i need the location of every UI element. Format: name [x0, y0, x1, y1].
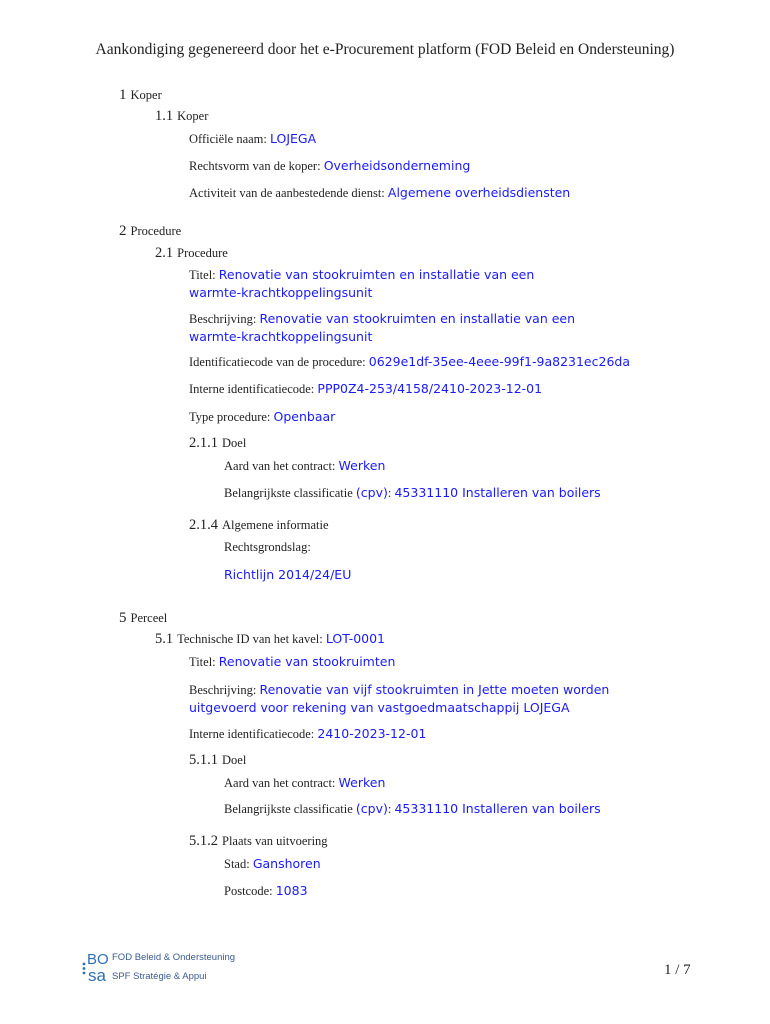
subsection-heading [155, 631, 385, 648]
field-value: 45331110 Installeren van boilers [394, 485, 601, 500]
section-heading [119, 223, 181, 240]
section-number: 5 [119, 610, 127, 626]
field-label: Rechtsvorm van de koper: [189, 159, 324, 173]
field-postcode [224, 882, 308, 900]
field-procedure-type [189, 408, 335, 426]
section-title: Procedure [130, 224, 182, 238]
field-value: 2410-2023-12-01 [317, 726, 427, 741]
subsubsection-number: 2.1.4 [189, 517, 218, 533]
org-name-fr: SPF Stratégie & Appui [112, 971, 207, 982]
field-value: 1083 [275, 883, 308, 898]
field-title [189, 266, 589, 302]
field-lot-description [189, 681, 659, 717]
page-header: Aankondiging gegenereerd door het e-Procurement platform (FOD Beleid en Ondersteuning) [95, 41, 675, 58]
field-label: Aard van het contract: [224, 776, 339, 790]
subsubsection-heading [189, 517, 329, 534]
section-title: Koper [130, 88, 162, 102]
section-heading [119, 610, 167, 627]
field-value: Richtlijn 2014/24/EU [224, 567, 352, 582]
field-colon: : [387, 486, 395, 500]
field-contract-nature [224, 774, 385, 792]
subsection-heading [155, 245, 228, 262]
org-name-nl: FOD Beleid & Ondersteuning [112, 952, 236, 963]
field-label: Beschrijving: [189, 312, 260, 326]
subsection-title: Procedure [177, 246, 228, 260]
field-label: Interne identificatiecode: [189, 382, 318, 396]
logo-line1: BO [87, 951, 109, 968]
field-lot-internal-id [189, 725, 426, 743]
field-procedure-id [189, 353, 630, 371]
field-value: Ganshoren [252, 856, 321, 871]
field-label: Belangrijkste classificatie [224, 486, 356, 500]
subsubsection-title: Plaats van uitvoering [222, 834, 328, 848]
subsubsection-heading [189, 833, 328, 850]
field-value: Renovatie van stookruimten [218, 654, 396, 669]
subsubsection-heading [189, 435, 246, 452]
subsubsection-number: 5.1.1 [189, 752, 218, 768]
field-label: Activiteit van de aanbestedende dienst: [189, 186, 388, 200]
subsection-number: 5.1 [155, 631, 174, 647]
section-number: 2 [119, 223, 127, 239]
field-label: Titel: [189, 268, 219, 282]
field-value: Werken [338, 458, 386, 473]
logo-line2: sa [88, 966, 106, 985]
field-label: Titel: [189, 655, 219, 669]
subsection-heading [155, 108, 208, 125]
field-value: 0629e1df-35ee-4eee-99f1-9a8231ec26da [368, 354, 630, 369]
field-value: Renovatie van vijf stookruimten in Jette moeten worden uitgevoerd voor rekening van vastgoedmaatschappij LOJEGA [189, 682, 610, 715]
subsubsection-number: 2.1.1 [189, 435, 218, 451]
field-colon: : [387, 802, 395, 816]
field-description [189, 310, 609, 346]
field-label: Stad: [224, 857, 253, 871]
section-title: Perceel [130, 611, 168, 625]
cpv-link[interactable]: (cpv) [355, 801, 388, 816]
subsubsection-title: Algemene informatie [222, 518, 329, 532]
field-value: Algemene overheidsdiensten [387, 185, 571, 200]
cpv-link[interactable]: (cpv) [355, 485, 388, 500]
field-value: LOJEGA [269, 131, 317, 146]
field-label: Belangrijkste classificatie [224, 802, 356, 816]
field-legal-basis-label: Rechtsgrondslag: [224, 540, 311, 554]
bosa-logo [82, 949, 262, 989]
section-number: 1 [119, 87, 127, 103]
field-label: Identificatiecode van de procedure: [189, 355, 369, 369]
subsection-title: Technische ID van het kavel: [177, 632, 326, 646]
subsubsection-title: Doel [222, 436, 247, 450]
field-label: Officiële naam: [189, 132, 270, 146]
subsubsection-heading [189, 752, 246, 769]
subsection-title: Koper [177, 109, 209, 123]
field-contract-nature [224, 457, 385, 475]
page-number: 1 / 7 [664, 962, 691, 978]
field-value: PPP0Z4-253/4158/2410-2023-12-01 [317, 381, 543, 396]
subsubsection-title: Doel [222, 753, 247, 767]
field-city [224, 855, 321, 873]
field-label: Interne identificatiecode: [189, 727, 318, 741]
field-value: Overheidsonderneming [323, 158, 471, 173]
field-value: Renovatie van stookruimten en installatie van een warmte-krachtkoppelingsunit [189, 267, 535, 300]
field-label: Aard van het contract: [224, 459, 339, 473]
field-official-name [189, 130, 316, 148]
subsection-number: 1.1 [155, 108, 174, 124]
field-classification [224, 484, 601, 502]
field-label: Type procedure: [189, 410, 274, 424]
field-label: Beschrijving: [189, 683, 260, 697]
field-legal-basis [224, 566, 351, 584]
field-value: Renovatie van stookruimten en installatie van een warmte-krachtkoppelingsunit [189, 311, 576, 344]
field-internal-id [189, 380, 542, 398]
field-value: 45331110 Installeren van boilers [394, 801, 601, 816]
field-label: Postcode: [224, 884, 276, 898]
section-heading [119, 87, 162, 104]
field-legal-form [189, 157, 470, 175]
field-value: Openbaar [273, 409, 336, 424]
field-classification [224, 800, 601, 818]
subsection-number: 2.1 [155, 245, 174, 261]
field-lot-title [189, 653, 395, 671]
field-value: Werken [338, 775, 386, 790]
field-activity [189, 184, 570, 202]
lot-id: LOT-0001 [325, 631, 386, 646]
subsubsection-number: 5.1.2 [189, 833, 218, 849]
